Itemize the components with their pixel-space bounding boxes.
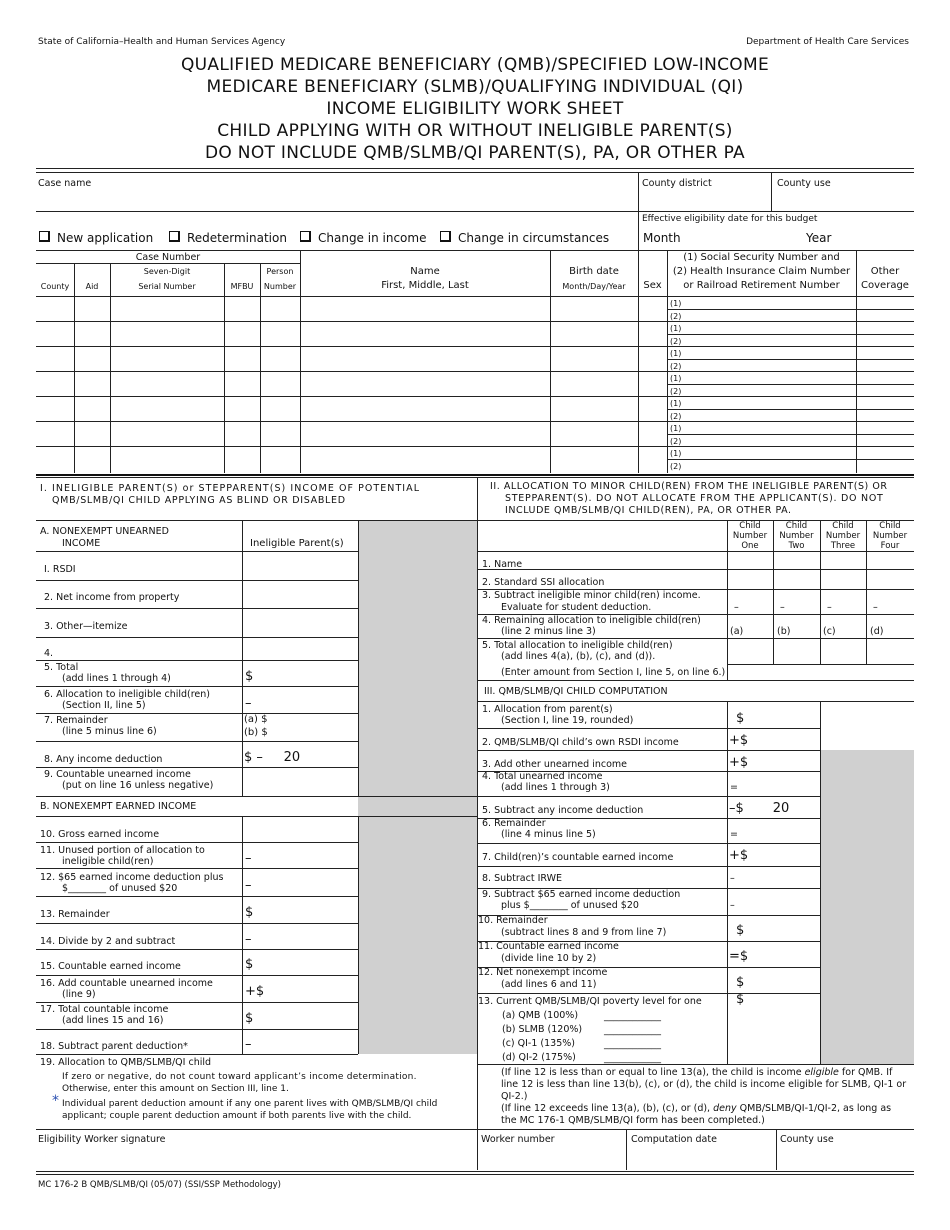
s1-line5-value[interactable]: $ (245, 669, 254, 684)
serial-col-header-bottom: Serial Number (138, 282, 196, 291)
change-in-income-label: Change in income (318, 231, 427, 245)
county-col-header: County (40, 282, 70, 291)
s3-line4-sub: (add lines 1 through 3) (501, 782, 610, 793)
aid-col-header: Aid (85, 282, 99, 291)
sex-col-header: Sex (643, 280, 662, 291)
s2-line4-sub: (line 2 minus line 3) (501, 626, 596, 637)
s1-line12-value[interactable]: – (245, 878, 252, 893)
s1-line9: 9. Countable unearned income (44, 769, 191, 780)
s1-line17: 17. Total countable income (40, 1004, 169, 1015)
ssn-col-header-1: (1) Social Security Number and (683, 252, 840, 263)
s1-line7b-value[interactable]: (b) $ (244, 727, 268, 738)
computation-date-label: Computation date (631, 1134, 717, 1145)
s1-line1: I. RSDI (44, 564, 76, 575)
title-line-3: INCOME ELIGIBILITY WORK SHEET (326, 99, 624, 119)
s3-line5: 5. Subtract any income deduction (482, 805, 644, 816)
s1-line11: 11. Unused portion of allocation to (40, 845, 205, 856)
table-row[interactable] (37, 372, 913, 396)
s2-line5-note: (Enter amount from Section I, line 5, on line 6.) (501, 667, 726, 678)
s3-line7-value[interactable]: +$ (729, 848, 749, 863)
case-name-label: Case name (38, 178, 92, 189)
computation-date-field[interactable] (628, 1146, 775, 1170)
s1-line13: 13. Remainder (40, 909, 110, 920)
s1-line18: 18. Subtract parent deduction* (40, 1041, 188, 1052)
s1-line17-sub: (add lines 15 and 16) (62, 1015, 164, 1026)
section-1a-heading-2: INCOME (62, 538, 101, 549)
s3-line6-sub: (line 4 minus line 5) (501, 829, 596, 840)
s3-note-5: the MC 176-1 QMB/SLMB/QI form has been completed.) (501, 1115, 765, 1126)
s3-line3: 3. Add other unearned income (482, 759, 627, 770)
year-label: Year (806, 231, 832, 245)
s3-line2: 2. QMB/SLMB/QI child’s own RSDI income (482, 737, 679, 748)
s3-line8-value[interactable]: – (730, 873, 735, 884)
s3-line11-value[interactable]: =$ (729, 949, 749, 964)
ssn-col-header-2: (2) Health Insurance Claim Number (672, 266, 851, 277)
effective-date-label: Effective eligibility date for this budget (642, 214, 818, 224)
section-2-heading-1: II. ALLOCATION TO MINOR CHILD(REN) FROM THE INELIGIBLE PARENT(S) OR (490, 481, 888, 492)
s1-line15: 15. Countable earned income (40, 961, 181, 972)
s1-line11-value[interactable]: – (245, 851, 252, 866)
s3-line12: 12. Net nonexempt income (478, 967, 608, 978)
worker-signature-field[interactable] (36, 1146, 476, 1170)
s3-line6: 6. Remainder (482, 818, 546, 829)
s1-line16-value[interactable]: +$ (245, 984, 265, 999)
change-in-circumstances-label: Change in circumstances (458, 231, 610, 245)
s1-line7: 7. Remainder (44, 715, 108, 726)
s2-line4: 4. Remaining allocation to ineligible child(ren) (482, 615, 701, 626)
s1-line16: 16. Add countable unearned income (40, 978, 213, 989)
redetermination-label: Redetermination (187, 231, 287, 245)
ssn-col-header-3: or Railroad Retirement Number (683, 280, 840, 291)
s1-line14: 14. Divide by 2 and subtract (40, 936, 176, 947)
section-3-heading: III. QMB/SLMB/QI CHILD COMPUTATION (484, 686, 668, 697)
change-in-circumstances-checkbox[interactable] (440, 231, 451, 242)
s3-line12-sub: (add lines 6 and 11) (501, 979, 597, 990)
s3-line6-value[interactable]: = (730, 829, 738, 840)
table-row[interactable] (37, 397, 913, 421)
title-line-4: CHILD APPLYING WITH OR WITHOUT INELIGIBLE PARENT(S) (217, 121, 733, 141)
s1-line5: 5. Total (44, 662, 79, 673)
s1-line2: 2. Net income from property (44, 592, 180, 603)
s1-line16-sub: (line 9) (62, 989, 96, 1000)
s1-line19-note-4: applicant; couple parent deduction amount if both parents live with the child. (62, 1111, 412, 1121)
section-1b-heading: B. NONEXEMPT EARNED INCOME (40, 801, 197, 812)
redetermination-checkbox[interactable] (169, 231, 180, 242)
s3-line13b: (b) SLMB (120%) (502, 1024, 583, 1035)
s3-line13a: (a) QMB (100%) (502, 1010, 579, 1021)
person-col-header-bottom: Number (263, 282, 297, 291)
s3-note-3: QI-2.) (501, 1091, 528, 1102)
s1-line14-value[interactable]: – (245, 932, 252, 947)
s1-line5-sub: (add lines 1 through 4) (62, 673, 171, 684)
form-id: MC 176-2 B QMB/SLMB/QI (05/07) (SSI/SSP Methodology) (38, 1180, 281, 1190)
section-1a-heading-1: A. NONEXEMPT UNEARNED (40, 526, 169, 537)
s2-line5: 5. Total allocation to ineligible child(ren) (482, 640, 673, 651)
s1-line12-sub: $________ of unused $20 (62, 883, 178, 894)
worker-number-field[interactable] (479, 1146, 625, 1170)
s3-line12-value[interactable]: $ (736, 975, 745, 990)
month-label: Month (643, 231, 681, 245)
ineligible-parents-col-header: Ineligible Parent(s) (250, 538, 344, 549)
s1-line6-sub: (Section II, line 5) (62, 700, 146, 711)
s1-line10: 10. Gross earned income (40, 829, 160, 840)
asterisk-note-marker: * (52, 1093, 59, 1109)
s3-line13d: (d) QI-2 (175%) (502, 1052, 576, 1063)
s2-line1: 1. Name (482, 559, 523, 570)
s1-line11-sub: ineligible child(ren) (62, 856, 154, 867)
county-use-label: County use (777, 178, 831, 189)
s3-line5-value[interactable]: –$ 20 (729, 801, 790, 816)
s3-note-1: (If line 12 is less than or equal to line 13(a), the child is income eligible for QMB. If (501, 1067, 893, 1078)
s3-line11: 11. Countable earned income (478, 941, 619, 952)
section-2-heading-3: INCLUDE QMB/SLMB/QI CHILD(REN), PA, OR OTHER PA. (505, 505, 792, 516)
s3-note-2: line 12 is less than line 13(b), (c), or (d), the child is income eligible for SLMB, QI-1 or (501, 1079, 907, 1090)
s1-line8-value[interactable]: $ – 20 (244, 750, 301, 765)
table-row[interactable] (37, 447, 913, 472)
s2-line3: 3. Subtract ineligible minor child(ren) income. (482, 590, 701, 601)
s1-line6: 6. Allocation to ineligible child(ren) (44, 689, 211, 700)
table-row[interactable] (37, 297, 913, 321)
s3-line11-sub: (divide line 10 by 2) (501, 953, 597, 964)
title-line-1: QUALIFIED MEDICARE BENEFICIARY (QMB)/SPECIFIED LOW-INCOME (180, 55, 769, 75)
name-col-header-bottom: First, Middle, Last (381, 280, 469, 291)
table-row[interactable] (37, 322, 913, 346)
section-2-heading-2: STEPPARENT(S). DO NOT ALLOCATE FROM THE APPLICANT(S). DO NOT (505, 493, 884, 504)
s3-line9-value[interactable]: – (730, 900, 735, 911)
agency-left: State of California–Health and Human Services Agency (38, 37, 286, 47)
s3-note-4: (If line 12 exceeds line 13(a), (b), (c), or (d), deny QMB/SLMB/QI-1/QI-2, as long as (501, 1103, 892, 1114)
section-1-heading-1: I. INELIGIBLE PARENT(S) or STEPPARENT(S) INCOME OF POTENTIAL (40, 483, 421, 494)
mfbu-col-header: MFBU (230, 282, 254, 291)
s2-line3-sub: Evaluate for student deduction. (501, 602, 652, 613)
s1-line9-sub: (put on line 16 unless negative) (62, 780, 214, 791)
s1-line19-note-3: Individual parent deduction amount if any one parent lives with QMB/SLMB/QI child (62, 1099, 438, 1109)
table-row[interactable] (37, 422, 913, 446)
s3-line4-value[interactable]: = (730, 782, 738, 793)
s1-line17-value[interactable]: $ (245, 1011, 254, 1026)
s1-line13-value[interactable]: $ (245, 905, 254, 920)
county-district-field[interactable] (640, 190, 770, 210)
s3-line4: 4. Total unearned income (482, 771, 603, 782)
s2-line5-sub: (add lines 4(a), (b), (c), and (d)). (501, 651, 656, 662)
s1-line12: 12. $65 earned income deduction plus (40, 872, 224, 883)
s1-line3: 3. Other—itemize (44, 621, 128, 632)
s3-line1: 1. Allocation from parent(s) (482, 704, 613, 715)
serial-col-header-top: Seven-Digit (143, 267, 191, 276)
s3-line1-sub: (Section I, line 19, rounded) (501, 715, 634, 726)
s1-line7-sub: (line 5 minus line 6) (62, 726, 157, 737)
s1-line15-value[interactable]: $ (245, 957, 254, 972)
new-application-checkbox[interactable] (39, 231, 50, 242)
agency-right: Department of Health Care Services (746, 37, 909, 47)
case-name-field[interactable] (36, 190, 636, 210)
s3-line3-value[interactable]: +$ (729, 755, 749, 770)
section-1-heading-2: QMB/SLMB/QI CHILD APPLYING AS BLIND OR DISABLED (52, 495, 346, 506)
s1-line19-note-2: Otherwise, enter this amount on Section III, line 1. (62, 1084, 289, 1094)
footer-county-use-label: County use (780, 1134, 834, 1145)
table-row[interactable] (37, 347, 913, 371)
s3-line13c: (c) QI-1 (135%) (502, 1038, 575, 1049)
case-number-header: Case Number (135, 252, 201, 263)
s3-line8: 8. Subtract IRWE (482, 873, 562, 884)
s3-line10: 10. Remainder (478, 915, 548, 926)
s3-line10-sub: (subtract lines 8 and 9 from line 7) (501, 927, 667, 938)
s1-line7a-value[interactable]: (a) $ (244, 714, 268, 725)
new-application-label: New application (57, 231, 154, 245)
s1-line8: 8. Any income deduction (44, 754, 163, 765)
other-col-header-1: Other (870, 266, 900, 277)
s2-line2: 2. Standard SSI allocation (482, 577, 605, 588)
s1-line19-note-1: If zero or negative, do not count toward applicant’s income determination. (62, 1072, 417, 1082)
worker-number-label: Worker number (481, 1134, 555, 1145)
county-use-field[interactable] (773, 190, 913, 210)
worker-signature-label: Eligibility Worker signature (38, 1134, 166, 1145)
other-col-header-2: Coverage (861, 280, 909, 291)
title-line-5: DO NOT INCLUDE QMB/SLMB/QI PARENT(S), PA, OR OTHER PA (205, 143, 745, 163)
s1-line18-value[interactable]: – (245, 1037, 252, 1052)
s3-line9: 9. Subtract $65 earned income deduction (482, 889, 681, 900)
s1-line4: 4. (44, 648, 54, 659)
county-district-label: County district (642, 178, 712, 189)
footer-county-use-field[interactable] (778, 1146, 913, 1170)
birth-col-header-bottom: Month/Day/Year (562, 282, 626, 291)
s3-line7: 7. Child(ren)’s countable earned income (482, 852, 674, 863)
s3-line1-value[interactable]: $ (736, 711, 745, 726)
name-col-header-top: Name (410, 266, 440, 277)
change-in-income-checkbox[interactable] (300, 231, 311, 242)
s1-line6-value[interactable]: – (245, 696, 252, 711)
person-col-header-top: Person (266, 267, 294, 276)
s3-line9-sub: plus $________ of unused $20 (501, 900, 639, 911)
s3-line13-value[interactable]: $ (736, 992, 745, 1007)
s3-line13: 13. Current QMB/SLMB/QI poverty level for one (478, 996, 702, 1007)
s3-line2-value[interactable]: +$ (729, 733, 749, 748)
birth-col-header-top: Birth date (569, 266, 619, 277)
title-line-2: MEDICARE BENEFICIARY (SLMB)/QUALIFYING INDIVIDUAL (QI) (206, 77, 744, 97)
s1-line19: 19. Allocation to QMB/SLMB/QI child (40, 1057, 212, 1068)
s3-line10-value[interactable]: $ (736, 923, 745, 938)
